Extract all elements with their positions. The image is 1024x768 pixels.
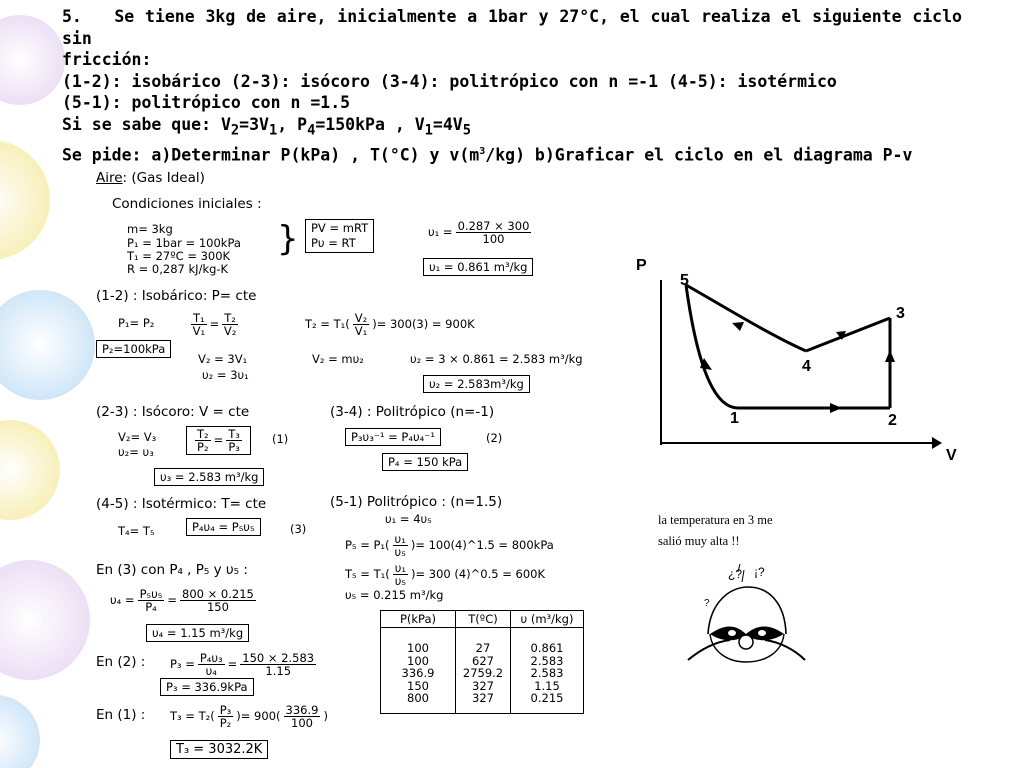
problem-line-6 xyxy=(62,141,962,166)
problem-line-1-text: Se tiene 3kg de aire, inicialmente a 1bar y 27°C, el cual realiza el siguiente ciclo sin xyxy=(62,7,962,48)
svg-text:?: ? xyxy=(704,598,710,609)
fb: 1.15 xyxy=(265,664,292,678)
l5e: =4V xyxy=(432,114,463,134)
f xyxy=(284,704,321,729)
mass-value: m= 3kg xyxy=(127,222,173,236)
p4-result-box: P₄ = 150 kPa xyxy=(382,453,468,471)
pv-diagram xyxy=(630,240,980,465)
point-5-label: 5 xyxy=(680,272,689,289)
p3-result-box: P₃ = 336.9kPa xyxy=(160,678,254,696)
problem-statement xyxy=(62,6,962,166)
point-1-label: 1 xyxy=(730,410,739,427)
l6b: /kg) b)Graficar el ciclo en el diagrama P-v xyxy=(485,145,913,165)
sub: 1 xyxy=(424,121,433,138)
u4-calc xyxy=(110,588,259,613)
t3m: = 900 xyxy=(240,709,277,723)
v1-frac xyxy=(456,220,532,245)
fb: 150 xyxy=(206,600,229,614)
u2-eq: υ₂ = 3υ₁ xyxy=(202,368,249,382)
header-t: T(ºC) xyxy=(456,611,511,628)
en2-heading: En (2) : xyxy=(96,654,146,670)
eq1-number: (1) xyxy=(272,432,289,446)
f1 xyxy=(191,312,207,337)
l5c: , P xyxy=(277,114,308,134)
t3-calc: T₃ = T₂( $\frac{\text{P₃}}{\text{P₂}}$ )= 900( $\frac{336.9}{100}$ ) xyxy=(170,703,328,730)
p1-value: P₁ = 1bar = 100kPa xyxy=(127,236,241,250)
ft: P₃ xyxy=(219,703,232,717)
en1-heading: En (1) : xyxy=(96,707,146,723)
v2-eq: V₂ = 3V₁ xyxy=(198,352,248,366)
svg-text:¿?: ¿? xyxy=(728,567,743,581)
ft: T₂ xyxy=(197,427,209,441)
problem-line-4: (5-1): politrópico con n =1.5 xyxy=(62,93,351,112)
ft: 336.9 xyxy=(285,703,319,717)
ft: T₂ xyxy=(224,311,236,325)
arrow-icon-4-5 xyxy=(732,322,744,331)
process-51-heading: (5-1) Politrópico : (n=1.5) xyxy=(330,494,503,510)
point-4-label: 4 xyxy=(802,358,811,375)
line-3-4 xyxy=(806,318,890,351)
ft: 150 × 2.583 xyxy=(242,651,315,665)
f xyxy=(240,652,316,677)
col-t: 27 627 2759.2 327 327 xyxy=(456,628,511,714)
en3-heading: En (3) con P₄ , P₅ y υ₅ : xyxy=(96,562,248,578)
eq: = xyxy=(167,593,178,607)
header-p: P(kPa) xyxy=(381,611,456,628)
f xyxy=(226,428,242,453)
v1-top: 0.287 × 300 xyxy=(457,219,530,233)
process-12-heading: (1-2) : Isobárico: P= cte xyxy=(96,288,257,304)
t2l: T₂ = T₁ xyxy=(305,317,346,331)
pv-eq: PV = mRT xyxy=(311,221,369,235)
f xyxy=(393,533,408,558)
sub: 4 xyxy=(307,121,316,138)
table-header-row xyxy=(381,611,584,628)
process-23-heading: (2-3) : Isócoro: V = cte xyxy=(96,404,250,420)
t4t5-eq: T₄= T₅ xyxy=(118,524,155,538)
u4-result-box: υ₄ = 1.15 m³/kg xyxy=(146,624,249,642)
process-34-heading: (3-4) : Politrópico (n=-1) xyxy=(330,404,495,420)
fb: P₂ xyxy=(197,440,209,454)
note-line-2: salió muy alta !! xyxy=(658,534,740,548)
eq: = xyxy=(227,657,238,671)
arrow-icon-2-3 xyxy=(885,350,895,362)
v2mu2-eq: V₂ = mυ₂ xyxy=(312,352,364,366)
side-note xyxy=(658,510,773,552)
p1p2-eq: P₁= P₂ xyxy=(118,316,155,330)
l6a: Se pide: a)Determinar P(kPa) , T(°C) y v(m xyxy=(62,145,480,165)
v-axis-arrow-icon xyxy=(932,437,942,449)
v2-result-box: υ₂ = 2.583m³/kg xyxy=(423,375,530,393)
p-axis-label: P xyxy=(636,257,647,274)
fb: P₃ xyxy=(228,440,240,454)
fb: υ₄ xyxy=(205,664,217,678)
problem-line-5 xyxy=(62,114,962,142)
ft: υ₁ xyxy=(394,532,406,546)
p5l: P₅ = P₁ xyxy=(345,538,386,552)
pvr-eq: Pυ = RT xyxy=(311,236,356,250)
t2-calc: T₂ = T₁( $\frac{\text{V₂}}{\text{V₁}}$ )= 300(3) = 900K xyxy=(305,311,475,338)
v3-result-box: υ₃ = 2.583 m³/kg xyxy=(154,468,264,486)
brace: } xyxy=(277,219,299,259)
f xyxy=(218,704,234,729)
t3-result-box: T₃ = 3032.2K xyxy=(170,740,268,759)
p5-calc: P₅ = P₁( $\frac{\text{υ₁}}{\text{υ₅}}$ )= 100(4)^1.5 = 800kPa xyxy=(345,532,554,559)
fb: υ₅ xyxy=(394,574,406,588)
v2-calc: υ₂ = 3 × 0.861 = 2.583 m³/kg xyxy=(410,352,583,366)
f2 xyxy=(222,312,238,337)
eq3-number: (3) xyxy=(290,522,307,536)
note-line-1: la temperatura en 3 me xyxy=(658,513,773,527)
f xyxy=(393,562,408,587)
eq2-box: P₃υ₃⁻¹ = P₄υ₄⁻¹ xyxy=(345,428,441,446)
cartoon-face-icon xyxy=(680,562,815,672)
v-axis-label: V xyxy=(946,447,957,464)
t5r: = 300 (4)^0.5 = 600K xyxy=(415,567,546,581)
f xyxy=(195,428,211,453)
f xyxy=(198,652,225,677)
ft: P₄υ₃ xyxy=(199,651,223,665)
t5l: T₅ = T₁ xyxy=(345,567,386,581)
p5r: = 100(4)^1.5 = 800kPa xyxy=(415,538,554,552)
v2v3-eq: V₂= V₃ xyxy=(118,430,157,444)
problem-number: 5. xyxy=(62,7,82,26)
l5d: =150kPa , V xyxy=(315,114,425,134)
svg-text:¡?: ¡? xyxy=(754,565,765,579)
results-table xyxy=(380,610,584,714)
ft: 800 × 0.215 xyxy=(182,587,254,601)
fb: V₁ xyxy=(192,324,206,338)
fb: 100 xyxy=(291,716,313,730)
arrow-icon-1-2 xyxy=(830,403,842,413)
fb: P₄ xyxy=(145,600,157,614)
fb: V₂ xyxy=(223,324,237,338)
eq1-box: $\frac{\text{T₂}}{\text{P₂}}$ = $\frac{\text{T₃}}{\text{P₃}}$ xyxy=(186,426,251,455)
gas-ideal: : (Gas Ideal) xyxy=(122,170,205,186)
sub: 1 xyxy=(268,121,278,138)
eq2-number: (2) xyxy=(486,431,503,445)
sub: 5 xyxy=(462,121,472,138)
header-v: υ (m³/kg) xyxy=(511,611,584,628)
problem-line-3: (1-2): isobárico (2-3): isócoro (3-4): politrópico con n =-1 (4-5): isotérmico xyxy=(62,71,837,91)
p2-result-box: P₂=100kPa xyxy=(96,340,171,358)
problem-line-2: fricción: xyxy=(62,50,152,69)
aire-word: Aire xyxy=(96,170,123,186)
aire-heading xyxy=(96,170,205,186)
ft: T₁ xyxy=(193,311,205,325)
u1u5-eq: υ₁ = 4υ₅ xyxy=(385,512,432,526)
p3-calc xyxy=(170,652,319,677)
t2r: = 300(3) = 900K xyxy=(376,317,475,331)
t1-value: T₁ = 27ºC = 300K xyxy=(127,249,231,263)
ft: V₂ xyxy=(354,311,368,325)
f xyxy=(180,588,256,613)
v1-result-box: υ₁ = 0.861 m³/kg xyxy=(423,258,533,276)
eq3-box: P₄υ₄ = P₅υ₅ xyxy=(186,518,261,536)
col-v: 0.861 2.583 2.583 1.15 0.215 xyxy=(511,628,584,714)
fb: P₂ xyxy=(219,716,232,730)
p3l: P₃ = xyxy=(170,657,195,671)
u4l: υ₄ = xyxy=(110,593,135,607)
table-row xyxy=(381,628,584,714)
ft: T₃ xyxy=(228,427,240,441)
process-45-heading: (4-5) : Isotérmico: T= cte xyxy=(96,496,267,512)
t5-calc: T₅ = T₁( $\frac{\text{υ₁}}{\text{υ₅}}$ )= 300 (4)^0.5 = 600K xyxy=(345,561,546,588)
point-3-label: 3 xyxy=(896,305,905,322)
problem-line-1 xyxy=(62,6,962,49)
l5a: Si se sabe que: V xyxy=(62,114,231,134)
fb: V₁ xyxy=(354,324,368,338)
t3l: T₃ = T₂ xyxy=(170,709,211,723)
u5-value: υ₅ = 0.215 m³/kg xyxy=(345,588,444,602)
r-value: R = 0,287 kJ/kg-K xyxy=(127,262,229,276)
f xyxy=(353,312,369,337)
col-p: 100 100 336.9 150 800 xyxy=(381,628,456,714)
t-v-ratio: $\frac{\text{T₁}}{\text{V₁}}$ = $\frac{\text{T₂}}{\text{V₂}}$ xyxy=(192,311,237,338)
l5b: =3V xyxy=(239,114,269,134)
ft: P₅υ₅ xyxy=(139,587,163,601)
v1-l: υ₁ = xyxy=(428,225,453,239)
u2u3-eq: υ₂= υ₃ xyxy=(118,445,154,459)
ft: υ₁ xyxy=(394,561,406,575)
v1-bot: 100 xyxy=(482,232,505,246)
f xyxy=(138,588,165,613)
fb: υ₅ xyxy=(394,545,406,559)
v1-calc xyxy=(428,220,534,245)
sup: 3 xyxy=(479,146,486,158)
conditions-heading: Condiciones iniciales : xyxy=(112,196,262,212)
point-2-label: 2 xyxy=(888,412,897,429)
gas-law-box xyxy=(305,219,374,253)
curve-4-5 xyxy=(686,285,806,351)
sub: 2 xyxy=(230,121,240,138)
